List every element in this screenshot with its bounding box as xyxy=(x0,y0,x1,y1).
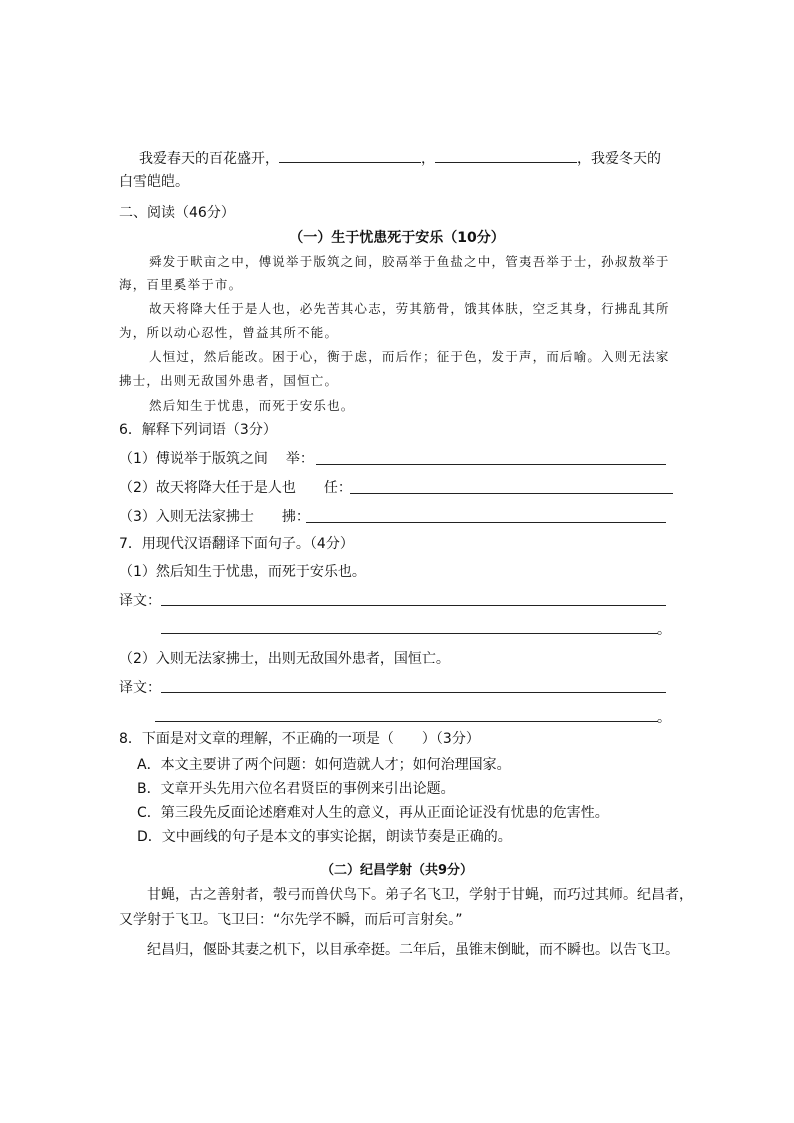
q6-item-text: （3）入则无法家拂士 xyxy=(119,509,254,525)
q6-stem: 6．解释下列词语（3分） xyxy=(119,422,277,438)
passage2-title: （二）纪昌学射（共9分） xyxy=(320,863,474,878)
q6-item-word: 任： xyxy=(323,480,352,496)
passage1-line: 舜发于畎亩之中，傅说举于版筑之间，胶鬲举于鱼盐之中，管夷吾举于士，孙叔敖举于 xyxy=(149,254,670,269)
passage1-line: 然后知生于忧患，而死于安乐也。 xyxy=(149,398,355,413)
q5-text-sep: ， xyxy=(421,151,435,167)
q6-answer-line-1[interactable] xyxy=(316,464,666,465)
passage1-line: 故天将降大任于是人也，必先苦其心志，劳其筋骨，饿其体肤，空乏其身，行拂乱其所 xyxy=(149,301,670,316)
q7-answer-line-2b[interactable] xyxy=(155,721,658,722)
q6-item-word: 拂： xyxy=(281,509,310,525)
q6-item-word: 举： xyxy=(285,451,314,467)
q6-item-text: （2）故天将降大任于是人也 xyxy=(119,480,296,496)
q5-line1 xyxy=(139,148,661,169)
q7-label-2: 译文： xyxy=(119,680,161,696)
q7-sentence-1: （1）然后知生于忧患，而死于安乐也。 xyxy=(119,564,366,580)
q8-stem: 8．下面是对文章的理解，不正确的一项是（ ）（3分） xyxy=(119,731,480,747)
passage2-line: 纪昌归，偃卧其妻之机下，以目承牵挺。二年后，虽锥末倒眦，而不瞬也。以告飞卫。 xyxy=(147,942,679,958)
q8-option-b[interactable]: B．文章开头先用六位名君贤臣的事例来引出论题。 xyxy=(137,781,455,797)
passage1-title: （一）生于忧患死于安乐（10分） xyxy=(289,230,505,246)
q6-item-text: （1）傅说举于版筑之间 xyxy=(119,451,268,467)
q6-item-2 xyxy=(119,478,352,498)
q6-item-1 xyxy=(119,449,314,469)
section-title: 二、阅读（46分） xyxy=(119,205,235,221)
q8-option-a[interactable]: A．本文主要讲了两个问题：如何造就人才；如何治理国家。 xyxy=(137,757,511,773)
passage1-line: 人恒过，然后能改。困于心，衡于虑，而后作；征于色，发于声，而后喻。入则无法家 xyxy=(149,349,670,364)
passage1-line: 海，百里奚举于市。 xyxy=(119,277,243,292)
q7-end-1: 。 xyxy=(657,622,671,638)
q6-answer-line-2[interactable] xyxy=(350,493,673,494)
q7-answer-line-1a[interactable] xyxy=(161,605,666,606)
q7-sentence-2: （2）入则无法家拂士，出则无敌国外患者，国恒亡。 xyxy=(119,651,450,667)
passage2-line: 甘蝇，古之善射者，彀弓而兽伏鸟下。弟子名飞卫，学射于甘蝇，而巧过其师。纪昌者， xyxy=(147,887,693,903)
q7-answer-line-1b[interactable] xyxy=(161,633,658,634)
q5-text-b: ，我爱冬天的 xyxy=(577,151,661,167)
q6-item-3 xyxy=(119,507,310,527)
q6-answer-line-3[interactable] xyxy=(306,522,666,523)
q8-option-c[interactable]: C．第三段先反面论述磨难对人生的意义，再从正面论证没有忧患的危害性。 xyxy=(137,805,609,821)
q5-text-a: 我爱春天的百花盛开， xyxy=(139,151,279,167)
q5-line2: 白雪皑皑。 xyxy=(119,174,189,190)
q7-end-2: 。 xyxy=(657,710,671,726)
passage1-line: 为，所以动心忍性，曾益其所不能。 xyxy=(119,325,339,340)
q8-option-d[interactable]: D．文中画线的句子是本文的事实论据，朗读节奏是正确的。 xyxy=(137,829,512,845)
passage1-line: 拂士，出则无敌国外患者，国恒亡。 xyxy=(119,373,339,388)
q7-stem: 7．用现代汉语翻译下面句子。（4分） xyxy=(119,536,354,552)
q7-label-1: 译文： xyxy=(119,593,161,609)
q7-answer-line-2a[interactable] xyxy=(161,692,666,693)
q5-blank-1[interactable] xyxy=(279,148,421,163)
passage2-line: 又学射于飞卫。飞卫曰：“尔先学不瞬，而后可言射矣。” xyxy=(119,912,463,928)
q5-blank-2[interactable] xyxy=(435,148,577,163)
